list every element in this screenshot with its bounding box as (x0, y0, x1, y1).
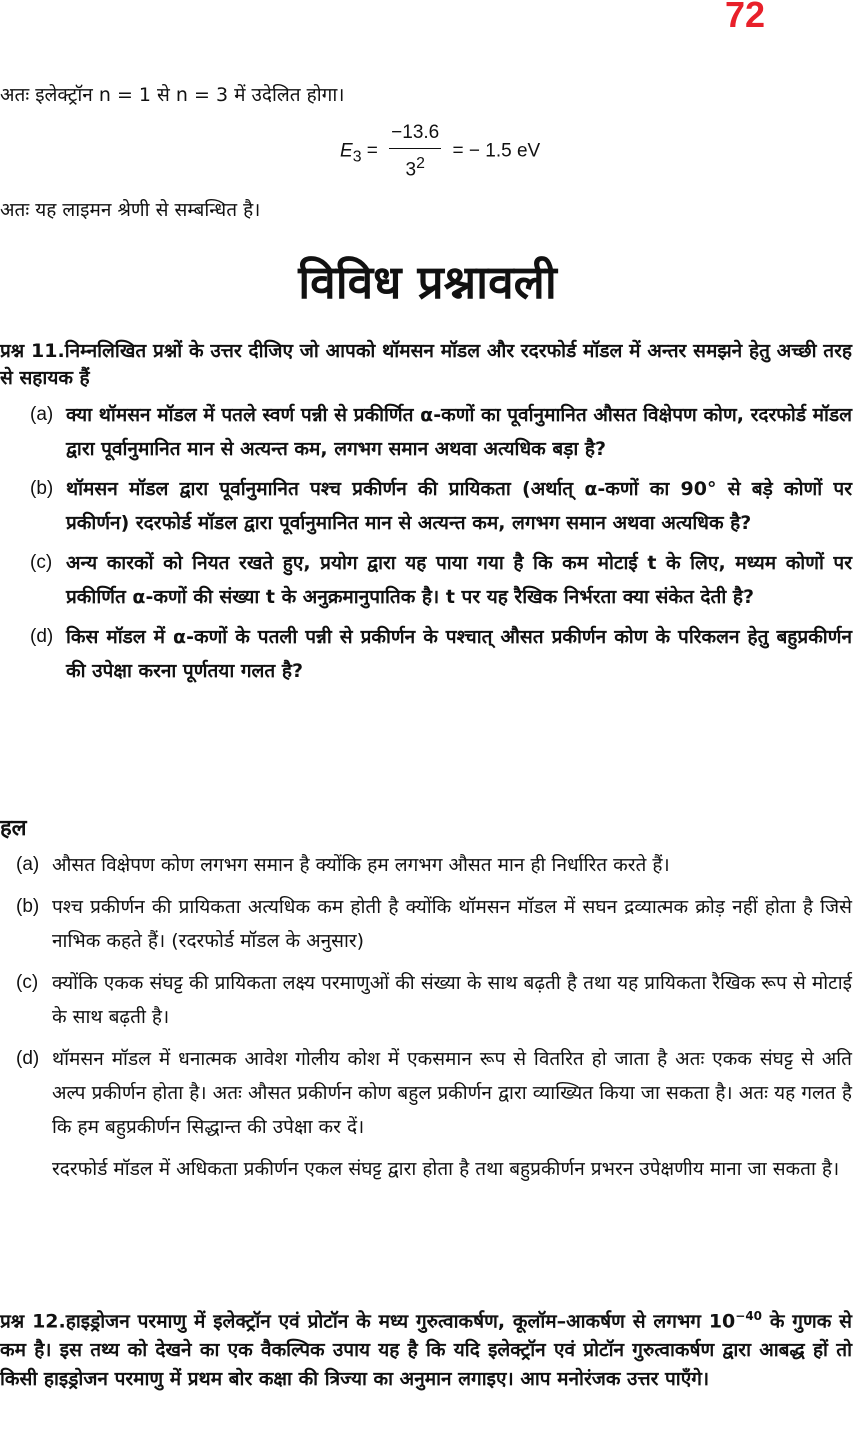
formula-denominator: $3^2$ (405, 155, 425, 181)
solution-d-text: थॉमसन मॉडल में धनात्मक आवेश गोलीय कोश में एकसमान रूप से वितरित हो जाता है अतः एकक संघट्ट से अति अल्प प्रकीर्णन होता है। अतः औसत प्रकीर्णन कोण बहुल प्रकीर्णन द्वारा व्याख्यित किया जा सकता है। अतः यह गलत है कि हम बहुप्रकीर्णन सिद्धान्त की उपेक्षा कर दें। (52, 1048, 852, 1138)
page-number: 72 (725, 0, 766, 35)
formula-rhs: = − 1.5 eV (452, 140, 541, 162)
question-text: हाइड्रोजन परमाणु में इलेक्ट्रॉन एवं प्रोटॉन के मध्य गुरुत्वाकर्षण, कूलॉम–आकर्षण से लगभग 10 (65, 1310, 736, 1333)
question-11-parts (30, 398, 852, 688)
question-text: निम्नलिखित प्रश्नों के उत्तर दीजिए जो आपको थॉमसन मॉडल और रदरफोर्ड मॉडल में अन्तर समझने हेतु अच्छी तरह से सहायक हैं (0, 340, 852, 389)
intro-line-1: अतः इलेक्ट्रॉन n = 1 से n = 3 में उदेलित होगा। (0, 84, 345, 106)
solution-part-d: (d) थॉमसन मॉडल में धनात्मक आवेश गोलीय कोश में एकसमान रूप से वितरित हो जाता है अतः एकक संघट्ट से अति अल्प प्रकीर्णन होता है। अतः औसत प्रकीर्णन कोण बहुल प्रकीर्णन द्वारा व्याख्यित किया जा सकता है। अतः यह गलत है कि हम बहुप्रकीर्णन सिद्धान्त की उपेक्षा कर दें। रदरफोर्ड मॉडल में अधिकता प्रकीर्णन एकल संघट्ट द्वारा होता है तथा बहुप्रकीर्णन प्रभरन उपेक्षणीय माना जा सकता है। (16, 1042, 852, 1186)
question-part-b: (b) थॉमसन मॉडल द्वारा पूर्वानुमानित पश्च प्रकीर्णन की प्रायिकता (अर्थात् α-कणों का 90° से बड़े कोणों पर प्रकीर्णन) रदरफोर्ड मॉडल द्वारा पूर्वानुमानित मान से अत्यन्त कम, लगभग समान अथवा अत्यधिक है? (30, 478, 852, 534)
solution-parts (16, 848, 852, 1186)
formula-numerator: −13.6 (389, 118, 441, 149)
question-part-c: (c) अन्य कारकों को नियत रखते हुए, प्रयोग द्वारा यह पाया गया है कि कम मोटाई t के लिए, मध्यम कोणों पर प्रकीर्णित α-कणों की संख्या t के अनुक्रमानुपातिक है। t पर यह रैखिक निर्भरता क्या संकेत देती है? (30, 552, 852, 608)
solution-part-a: (a) औसत विक्षेपण कोण लगभग समान है क्योंकि हम लगभग औसत मान ही निर्धारित करते हैं। (16, 854, 670, 876)
solution-label: हल (0, 816, 27, 841)
question-11 (0, 338, 852, 392)
exponent: −40 (735, 1309, 763, 1323)
question-label: प्रश्न 11. (0, 340, 65, 362)
solution-d-extra: रदरफोर्ड मॉडल में अधिकता प्रकीर्णन एकल संघट्ट द्वारा होता है तथा बहुप्रकीर्णन प्रभरन उपेक्षणीय माना जा सकता है। (52, 1158, 840, 1180)
formula-subscript: 3 (352, 148, 362, 166)
question-12 (0, 1302, 852, 1394)
solution-part-c: (c) क्योंकि एकक संघट्ट की प्रायिकता लक्ष्य परमाणुओं की संख्या के साथ बढ़ती है तथा यह प्रायिकता रैखिक रूप से मोटाई के साथ बढ़ती है। (16, 972, 852, 1028)
question-part-a: (a) क्या थॉमसन मॉडल में पतले स्वर्ण पन्नी से प्रकीर्णित α-कणों का पूर्वानुमानित औसत विक्षेपण कोण, रदरफोर्ड मॉडल द्वारा पूर्वानुमानित मान से अत्यन्त कम, लगभग समान अथवा अत्यधिक बड़ा है? (30, 404, 852, 460)
solution-part-b: (b) पश्च प्रकीर्णन की प्रायिकता अत्यधिक कम होती है क्योंकि थॉमसन मॉडल में सघन द्रव्यात्मक क्रोड़ नहीं होता है जिसे नाभिक कहते हैं। (रदरफोर्ड मॉडल के अनुसार) (16, 896, 852, 952)
question-label: प्रश्न 12. (0, 1310, 66, 1333)
section-heading: विविध प्रश्नावली (298, 255, 557, 309)
intro-line-2: अतः यह लाइमन श्रेणी से सम्बन्धित है। (0, 199, 261, 221)
question-text-cont: के गुणक से कम है। इस तथ्य को देखने का एक वैकल्पिक उपाय यह है कि यदि इलेक्ट्रॉन एवं प्रोटॉन गुरुत्वाकर्षण द्वारा आबद्ध हों तो किसी हाइड्रोजन परमाणु में प्रथम बोर कक्षा की त्रिज्या का अनुमान लगाइए। आप मनोरंजक उत्तर पाएँगे। (0, 1310, 852, 1391)
formula-fraction (389, 118, 441, 185)
question-part-d: (d) किस मॉडल में α-कणों के पतली पन्नी से प्रकीर्णन के पश्चात् औसत प्रकीर्णन कोण के परिकलन हेतु बहुप्रकीर्णन की उपेक्षा करना पूर्णतया गलत है? (30, 626, 852, 682)
formula-lhs: E (340, 140, 353, 162)
energy-formula: $E_3$ = $\frac{-13.6}{3^2}$ = − 1.5 eV (340, 118, 540, 185)
